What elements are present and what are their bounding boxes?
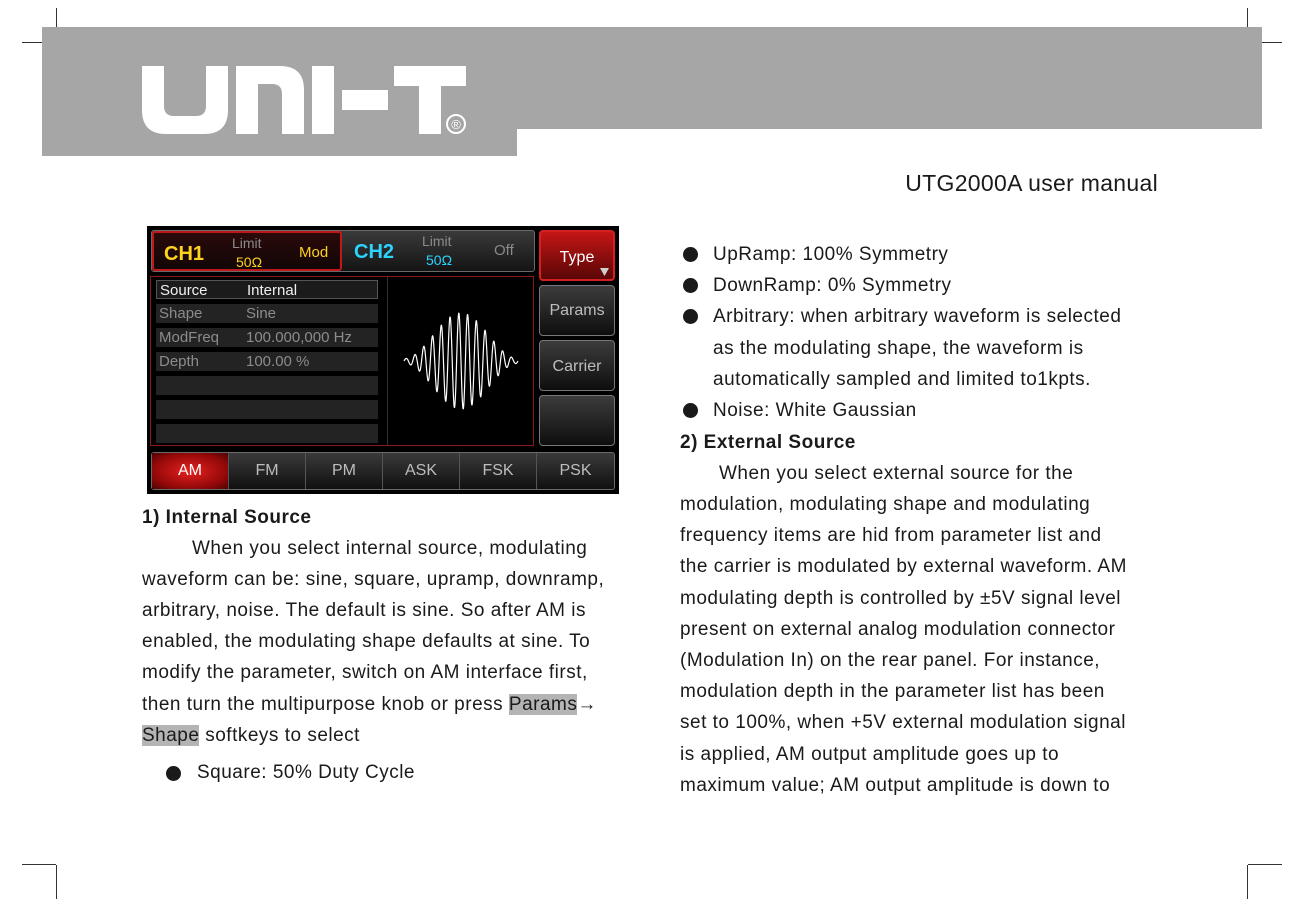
ch2-impedance: 50Ω [426, 252, 453, 268]
bullet-downramp: DownRamp: 0% Symmetry [713, 275, 952, 296]
bullet-square: Square: 50% Duty Cycle [197, 762, 415, 783]
left-line-5: modify the parameter, switch on AM interface first, [142, 662, 588, 683]
param-value: 100.000,000 Hz [246, 329, 352, 346]
arbitrary-cont-1: as the modulating shape, the waveform is [713, 338, 1084, 359]
ch1-label: CH1 [164, 243, 205, 265]
right-line-5: modulating depth is controlled by ±5V signal level [680, 588, 1122, 609]
bullet-icon [683, 247, 698, 262]
left-line-6 [142, 694, 597, 716]
param-label: Source [160, 282, 208, 299]
right-line-7: (Modulation In) on the rear panel. For instance, [680, 650, 1101, 671]
registered-mark: ® [451, 117, 461, 132]
param-value: 100.00 % [246, 353, 310, 370]
left-line-6-text: then turn the multipurpose knob or press [142, 694, 509, 715]
bullet-icon [683, 309, 698, 324]
right-line-3: frequency items are hid from parameter list and [680, 525, 1102, 546]
right-line-9: set to 100%, when +5V external modulation signal [680, 712, 1126, 733]
bullet-icon [166, 766, 181, 781]
tab-psk[interactable]: PSK [559, 462, 592, 479]
left-line-4: enabled, the modulating shape defaults at sine. To [142, 631, 591, 652]
softkey-type-label: Type [559, 249, 595, 266]
param-row-depth[interactable] [156, 352, 378, 371]
bullet-arbitrary: Arbitrary: when arbitrary waveform is selected [713, 306, 1122, 327]
waveform-preview [387, 277, 534, 445]
param-value: Internal [247, 282, 298, 299]
right-line-8: modulation depth in the parameter list has been [680, 681, 1105, 702]
param-value: Sine [246, 305, 277, 322]
param-row-shape[interactable] [156, 304, 378, 323]
param-label: Depth [159, 353, 200, 370]
tab-am[interactable]: AM [152, 453, 229, 489]
tab-fsk[interactable]: FSK [460, 453, 537, 489]
param-row-empty [156, 424, 378, 443]
tab-pm[interactable]: PM [306, 453, 383, 489]
ch2-section[interactable] [342, 231, 534, 271]
section-heading-external: 2) External Source [680, 432, 856, 453]
right-line-11: maximum value; AM output amplitude is down to [680, 775, 1111, 796]
tab-ask[interactable]: ASK [383, 453, 460, 489]
unit-logo [140, 58, 470, 138]
tab-fm[interactable]: FM [229, 453, 306, 489]
ch1-limit: Limit [232, 235, 262, 251]
manual-title: UTG2000A user manual [905, 170, 1158, 196]
softkey-type[interactable] [539, 230, 615, 281]
ch1-state: Mod [299, 244, 329, 261]
ch1-impedance: 50Ω [236, 254, 263, 270]
softkey-carrier[interactable] [539, 340, 615, 391]
left-line-7 [142, 725, 360, 747]
key-params: Params [508, 694, 578, 715]
section-heading-internal: 1) Internal Source [142, 507, 312, 528]
crop-mark [1247, 865, 1248, 899]
crop-mark [1248, 864, 1282, 865]
key-shape: Shape [142, 725, 200, 746]
crop-mark [22, 864, 56, 865]
ch1-section[interactable] [152, 231, 342, 271]
param-row-modfreq[interactable] [156, 328, 378, 347]
bullet-icon [683, 278, 698, 293]
param-label: Shape [159, 305, 203, 322]
right-line-10: is applied, AM output amplitude goes up to [680, 744, 1060, 765]
left-line-3: arbitrary, noise. The default is sine. So after AM is [142, 600, 586, 621]
bullet-upramp: UpRamp: 100% Symmetry [713, 244, 949, 265]
modulation-tabbar [151, 452, 615, 490]
bullet-icon [683, 403, 698, 418]
param-row-empty [156, 376, 378, 395]
ch2-label: CH2 [354, 241, 395, 263]
arbitrary-cont-2: automatically sampled and limited to1kpts. [713, 369, 1091, 390]
right-line-2: modulation, modulating shape and modulating [680, 494, 1091, 515]
ch2-limit: Limit [422, 233, 452, 249]
param-row-source[interactable] [156, 280, 378, 299]
more-triangle-icon [600, 268, 609, 276]
am-waveform [388, 277, 534, 445]
left-line-2: waveform can be: sine, square, upramp, downramp, [142, 569, 605, 590]
arrow-icon: → [577, 694, 597, 715]
ch2-state: Off [494, 242, 514, 259]
softkey-params-label: Params [549, 302, 605, 319]
bullet-noise: Noise: White Gaussian [713, 400, 917, 421]
crop-mark [56, 865, 57, 899]
channel-bar [151, 230, 535, 272]
right-line-1: When you select external source for the [719, 463, 1074, 484]
left-line-1: When you select internal source, modulating [192, 538, 588, 559]
softkey-carrier-label: Carrier [552, 358, 602, 375]
parameter-panel [150, 276, 534, 446]
left-line-7-text: softkeys to select [199, 725, 360, 746]
right-line-6: present on external analog modulation connector [680, 619, 1116, 640]
instrument-screen [147, 226, 619, 494]
param-label: ModFreq [159, 329, 220, 346]
right-line-4: the carrier is modulated by external waveform. AM [680, 556, 1127, 577]
softkey-params[interactable] [539, 285, 615, 336]
param-row-empty [156, 400, 378, 419]
softkey-blank[interactable] [539, 395, 615, 446]
